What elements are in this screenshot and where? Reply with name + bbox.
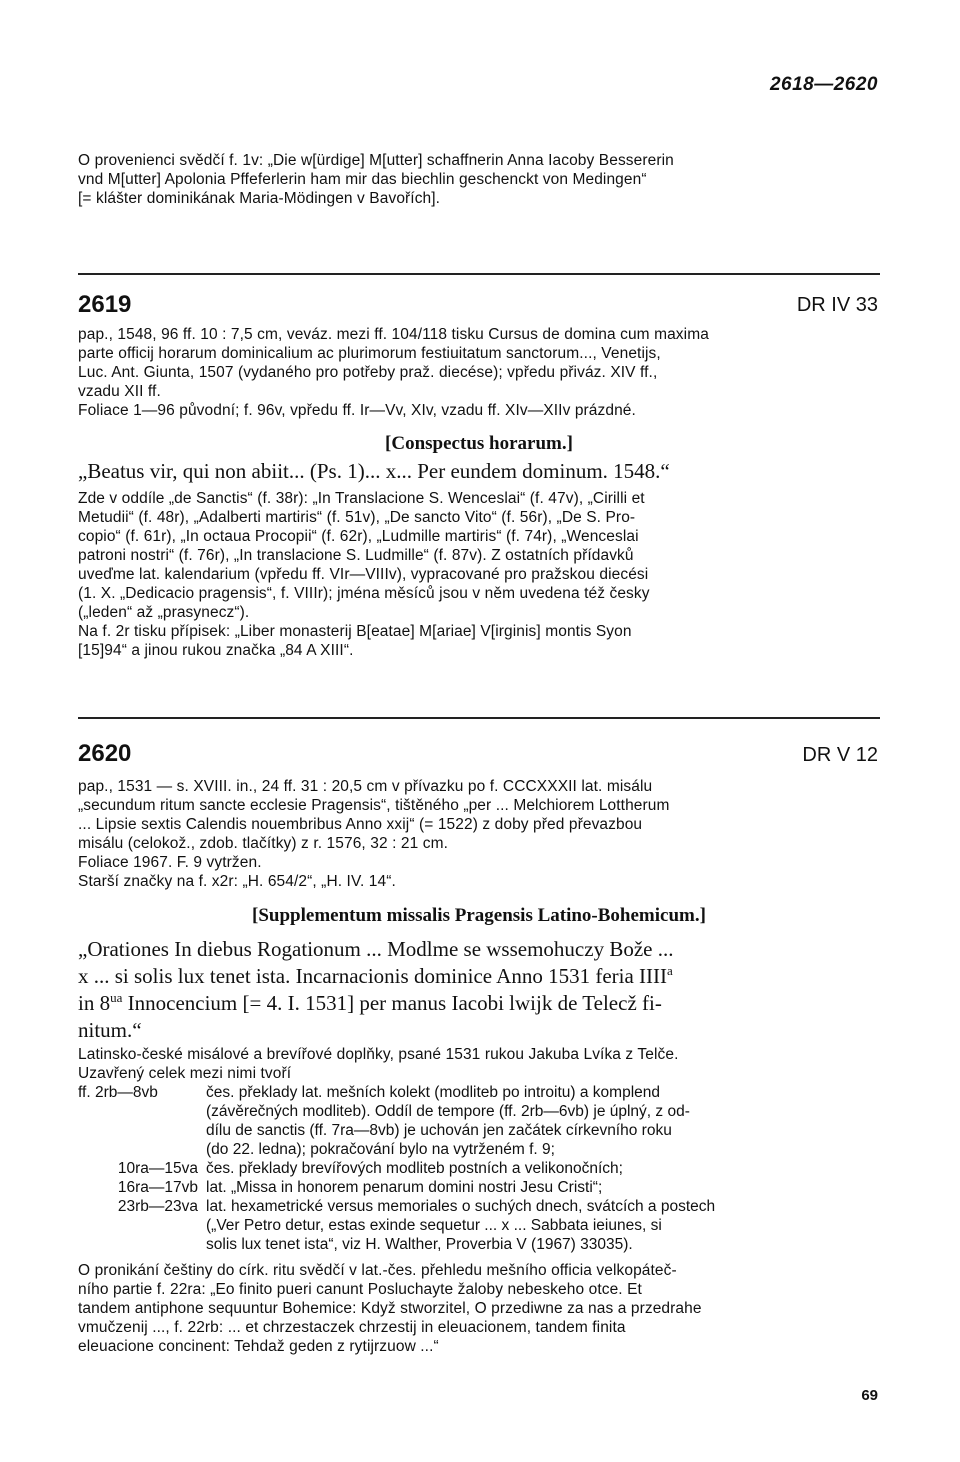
text-line: „secundum ritum sancte ecclesie Pragensis“, tištěného „per ... Melchiorem Lottherum (78, 797, 670, 814)
text-line: [15]94“ a jinou rukou značka „84 A XIII“. (78, 642, 354, 659)
superscript: a (667, 963, 673, 978)
entry-number: 2619 (78, 291, 132, 318)
incipit-line: „Orationes In diebus Rogationum ... Modlme se wssemohuczy Bože ... (78, 937, 674, 961)
provenance-note (78, 151, 880, 208)
shelfmark: DR IV 33 (796, 294, 878, 316)
contents-entry (78, 1197, 880, 1254)
text-line: („leden“ až „prasynecz“). (78, 604, 250, 621)
text-line: dílu de sanctis (ff. 7ra—8vb) je uchován jen začátek církevního roku (206, 1122, 672, 1139)
contents-text (206, 1159, 880, 1178)
text-line: (1. X. „Dedicacio pragensis“, f. VIIIr); jména měsíců jsou v něm uvedena též česky (78, 585, 650, 602)
section-divider (78, 717, 880, 719)
text-line: ... Lipsie sextis Calendis nouembribus Anno xxij“ (= 1522) z doby před převazbou (78, 816, 643, 833)
text-line: Luc. Ant. Giunta, 1507 (vydaného pro potřeby praž. diecése); vpředu přiváz. XIV ff., (78, 364, 658, 381)
shelfmark: DR V 12 (802, 744, 878, 766)
text-line: copio“ (f. 61r), „In octaua Procopii“ (f. 62r), „Ludmille martiris“ (f. 74r), „Wenceslai (78, 528, 639, 545)
text-line: Foliace 1—96 původní; f. 96v, vpředu ff. Ir—Vv, XIv, vzadu ff. XIv—XIIv prázdné. (78, 402, 636, 419)
text-line: lat. hexametrické versus memoriales o suchých dnech, svátcích a postech (206, 1198, 716, 1215)
incipit-line: nitum.“ (78, 1018, 142, 1042)
entry-description (78, 777, 880, 891)
text-line: misálu (celokož., zdob. tlačítky) z r. 1576, 32 : 21 cm. (78, 835, 449, 852)
contents-entry (78, 1178, 880, 1197)
text-line: vmučzenij ..., f. 22rb: ... et chrzestaczek chrzestij in eleuacionem, tandem finita (78, 1319, 626, 1336)
text-line: (do 22. ledna); pokračování bylo na vytrženém f. 9; (206, 1141, 555, 1158)
contents-text (206, 1178, 880, 1197)
contents-text (206, 1083, 880, 1159)
folio-range: ff. 2rb—8vb (78, 1084, 158, 1101)
text-line: ního partie f. 22ra: „Eo finito pueri canunt Posluchayte žaloby nebeskeho otce. Et (78, 1281, 642, 1298)
text-line: Starší značky na f. x2r: „H. 654/2“, „H. IV. 14“. (78, 873, 396, 890)
text-line: vzadu XII ff. (78, 383, 161, 400)
text-line: lat. „Missa in honorem penarum domini nostri Jesu Cristi“; (206, 1179, 603, 1196)
text-line: O provenienci svědčí f. 1v: „Die w[ürdige] M[utter] schaffnerin Anna Iacoby Bessererin (78, 152, 674, 169)
incipit-line: „Beatus vir, qui non abiit... (Ps. 1)... x... Per eundem dominum. 1548.“ (78, 459, 670, 483)
catalogue-page (78, 0, 880, 1462)
incipit-text: in 8 (78, 991, 111, 1015)
contents-entry (78, 1083, 880, 1159)
entry-notes (78, 489, 880, 660)
text-line: Metudii“ (f. 48r), „Adalberti martiris“ (f. 51v), „De sancto Vito“ (f. 56r), „De S. Pro- (78, 509, 636, 526)
text-line: O pronikání češtiny do círk. ritu svědčí v lat.-čes. přehledu mešního officia velkopáteč- (78, 1262, 677, 1279)
entry-description (78, 325, 880, 420)
text-line: vnd M[utter] Apolonia Pffeferlerin ham mir das biechlin geschenckt von Medingen“ (78, 171, 647, 188)
text-line: parte officij horarum dominicalium ac plurimorum festiuitatum sanctorum..., Venetijs, (78, 345, 661, 362)
text-line: („Ver Petro detur, estas exinde sequetur ... x ... Sabbata ieiunes, si (206, 1217, 662, 1234)
text-line: čes. překlady lat. mešních kolekt (modliteb po introitu) a komplend (206, 1084, 661, 1101)
superscript: ua (110, 990, 123, 1005)
text-line: tandem antiphone sequuntur Bohemice: Když stworzitel, O przediwne za nas a przedrahe (78, 1300, 702, 1317)
text-line: Zde v oddíle „de Sanctis“ (f. 38r): „In Translacione S. Wenceslai“ (f. 47v), „Cirilli et (78, 490, 645, 507)
page-number: 69 (861, 1387, 878, 1404)
entry-incipit (78, 936, 880, 1044)
text-line: pap., 1531 — s. XVIII. in., 24 ff. 31 : 20,5 cm v přívazku po f. CCCXXXII lat. misálu (78, 778, 653, 795)
text-line: [= klášter dominikának Maria-Mödingen v Bavořích]. (78, 190, 441, 207)
text-line: uveďme lat. kalendarium (vpředu ff. VIr—VIIIv), vypracované pro pražskou diecési (78, 566, 649, 583)
entry-title: [Conspectus horarum.] (385, 433, 573, 454)
entry-number: 2620 (78, 740, 132, 767)
folio-range: 10ra—15va (117, 1160, 198, 1177)
contents-entry (78, 1159, 880, 1178)
text-line: Foliace 1967. F. 9 vytržen. (78, 854, 262, 871)
incipit-line (78, 990, 880, 1017)
closing-note (78, 1261, 880, 1356)
incipit-text: x ... si solis lux tenet ista. Incarnacionis dominice Anno 1531 feria IIII (78, 964, 668, 988)
contents-list (78, 1083, 880, 1254)
text-line: patroni nostri“ (f. 76r), „In translacione S. Ludmille“ (f. 87v). Z ostatních přídavků (78, 547, 634, 564)
text-line: pap., 1548, 96 ff. 10 : 7,5 cm, veváz. mezi ff. 104/118 tisku Cursus de domina cum maxima (78, 326, 709, 343)
text-line: (závěrečných modliteb). Oddíl de tempore (ff. 2rb—6vb) je úplný, z od- (206, 1103, 690, 1120)
entry-summary (78, 1045, 880, 1083)
incipit-text: Innocencium [= 4. I. 1531] per manus Iacobi lwijk de Telecž fi- (122, 991, 662, 1015)
running-head: 2618—2620 (769, 74, 878, 95)
text-line: Latinsko-české misálové a brevířové doplňky, psané 1531 rukou Jakuba Lvíka z Telče. (78, 1046, 679, 1063)
text-line: Uzavřený celek mezi nimi tvoří (78, 1065, 292, 1082)
incipit-line (78, 963, 880, 990)
text-line: eleuacione concinent: Tehdaž geden z rytijrzuow ...“ (78, 1338, 439, 1355)
contents-text (206, 1197, 880, 1254)
folio-range: 23rb—23va (117, 1198, 198, 1215)
section-divider (78, 273, 880, 275)
entry-title: [Supplementum missalis Pragensis Latino-Bohemicum.] (252, 905, 706, 926)
entry-incipit (78, 458, 880, 484)
folio-range: 16ra—17vb (117, 1179, 198, 1196)
text-line: solis lux tenet ista“, viz H. Walther, Proverbia V (1967) 33035). (206, 1236, 633, 1253)
text-line: Na f. 2r tisku přípisek: „Liber monasterij B[eatae] M[ariae] V[irginis] montis Syon (78, 623, 632, 640)
text-line: čes. překlady brevířových modliteb postních a velikonočních; (206, 1160, 623, 1177)
